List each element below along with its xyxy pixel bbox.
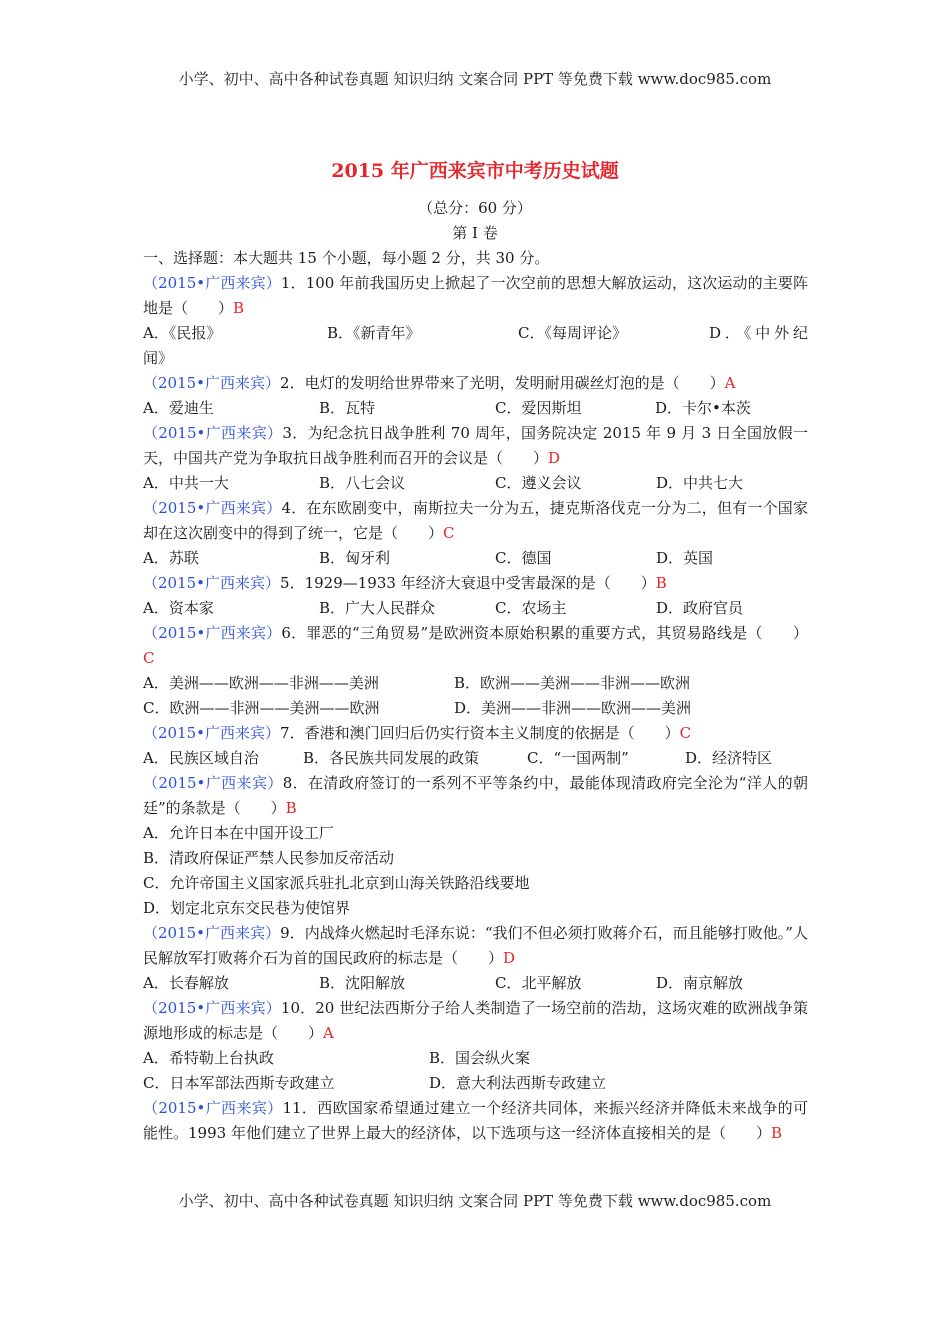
option-c: C．德国 — [495, 549, 552, 567]
question-source: （2015•广西来宾） — [143, 374, 281, 392]
answer: D — [548, 449, 561, 467]
section-heading: 一、选择题：本大题共 15 个小题，每小题 2 分，共 30 分。 — [143, 249, 550, 267]
total-score: （总分：60 分） — [418, 199, 532, 217]
option-c: C．《每周评论》 — [518, 324, 627, 342]
question-source: （2015•广西来宾） — [143, 724, 281, 742]
question-source: （2015•广西来宾） — [143, 499, 282, 517]
question-text: 2．电灯的发明给世界带来了光明，发明耐用碳丝灯泡的是（ ） — [280, 374, 725, 392]
question-text: 5．1929—1933 年经济大衰退中受害最深的是（ ） — [280, 574, 656, 592]
question-source: （2015•广西来宾） — [143, 624, 282, 642]
options — [143, 696, 808, 721]
option-a: A．《民报》 — [143, 324, 222, 342]
option-b: B．瓦特 — [319, 399, 376, 417]
question-9 — [143, 921, 808, 971]
option-d: D．经济特区 — [685, 749, 773, 767]
answer: C — [443, 524, 455, 542]
question-text: 3．为纪念抗日战争胜利 70 周年，国务院决定 2015 年 9 月 3 日全国放假一天，中国共产党为争取抗日战争胜利而召开的会议是（ ） — [143, 424, 808, 467]
options — [143, 546, 808, 571]
option-c: C．遵义会议 — [495, 474, 582, 492]
question-11 — [143, 1096, 808, 1171]
options — [143, 1046, 808, 1071]
question-text: 1．100 年前我国历史上掀起了一次空前的思想大解放运动，这次运动的主要阵地是（ ） — [143, 274, 808, 317]
option-c: C．爱因斯坦 — [495, 399, 582, 417]
option-c: C．农场主 — [495, 599, 567, 617]
option-c: C．允许帝国主义国家派兵驻扎北京到山海关铁路沿线要地 — [143, 874, 530, 892]
option-c: C．北平解放 — [495, 974, 582, 992]
option-a: A．苏联 — [143, 549, 199, 567]
volume-label: 第 I 卷 — [452, 224, 498, 242]
option-d: D．政府官员 — [656, 599, 744, 617]
option-a: A．爱迪生 — [143, 399, 214, 417]
question-6 — [143, 621, 808, 671]
question-10 — [143, 996, 808, 1046]
option-c: C．日本军部法西斯专政建立 — [143, 1074, 335, 1092]
option-a: A．允许日本在中国开设工厂 — [143, 824, 334, 842]
option-c: C．“一国两制” — [527, 749, 629, 767]
answer: B — [655, 574, 667, 592]
page-footer: 小学、初中、高中各种试卷真题 知识归纳 文案合同 PPT 等免费下载 www.doc985.com — [178, 1192, 772, 1210]
answer: D — [503, 949, 516, 967]
question-1 — [143, 271, 808, 321]
option-d: D．美洲——非洲——欧洲——美洲 — [454, 699, 692, 717]
exam-title: 2015 年广西来宾市中考历史试题 — [331, 160, 619, 182]
options — [143, 671, 808, 696]
option-d: D．英国 — [656, 549, 714, 567]
option-b: B．《新青年》 — [327, 324, 421, 342]
option-b: B．国会纵火案 — [429, 1049, 531, 1067]
answer: B — [233, 299, 245, 317]
option-a: A．民族区域自治 — [143, 749, 259, 767]
option-a: A．中共一大 — [143, 474, 229, 492]
answer: B — [770, 1124, 782, 1142]
options — [143, 1071, 808, 1096]
question-2 — [143, 371, 808, 396]
options — [143, 396, 808, 421]
options — [143, 971, 808, 996]
options — [143, 471, 808, 496]
option-b: B．沈阳解放 — [319, 974, 406, 992]
question-text: 9．内战烽火燃起时毛泽东说：“我们不但必须打败蒋介石，而且能够打败他。”人民解放军打败蒋介石为首的国民政府的标志是（ ） — [143, 924, 808, 967]
question-source: （2015•广西来宾） — [143, 574, 281, 592]
answer: B — [285, 799, 297, 817]
question-source: （2015•广西来宾） — [143, 774, 283, 792]
question-5 — [143, 571, 808, 596]
option-a: A．资本家 — [143, 599, 214, 617]
options — [143, 321, 808, 371]
question-source: （2015•广西来宾） — [143, 1099, 283, 1117]
option-d: D．中共七大 — [656, 474, 744, 492]
question-source: （2015•广西来宾） — [143, 274, 281, 292]
question-text: 7．香港和澳门回归后仍实行资本主义制度的依据是（ ） — [280, 724, 680, 742]
answer: A — [724, 374, 736, 392]
question-source: （2015•广西来宾） — [143, 424, 283, 442]
question-text: 8．在清政府签订的一系列不平等条约中，最能体现清政府完全沦为“洋人的朝廷”的条款是（ ） — [143, 774, 808, 817]
answer: C — [679, 724, 692, 742]
option-d: D．《中外纪闻》 — [143, 324, 808, 367]
page-header: 小学、初中、高中各种试卷真题 知识归纳 文案合同 PPT 等免费下载 www.doc985.com — [178, 70, 772, 88]
exam-content — [143, 246, 808, 1171]
option-c: C．欧洲——非洲——美洲——欧洲 — [143, 699, 380, 717]
question-text: 11．西欧国家希望通过建立一个经济共同体，来振兴经济并降低未来战争的可能性。1993 年他们建立了世界上最大的经济体，以下选项与这一经济体直接相关的是（ ） — [143, 1099, 808, 1142]
answer: A — [323, 1024, 334, 1042]
question-4 — [143, 496, 808, 546]
option-d: D．卡尔•本茨 — [655, 399, 751, 417]
option-d: D．南京解放 — [656, 974, 744, 992]
option-b: B．八七会议 — [319, 474, 406, 492]
options — [143, 746, 808, 771]
question-text: 6．罪恶的“三角贸易”是欧洲资本原始积累的重要方式，其贸易路线是（ ） — [281, 624, 808, 642]
option-b: B．匈牙利 — [319, 549, 391, 567]
question-3 — [143, 421, 808, 471]
option-d: D．划定北京东交民巷为使馆界 — [143, 899, 351, 917]
options — [143, 596, 808, 621]
question-7 — [143, 721, 808, 746]
question-8 — [143, 771, 808, 821]
option-b: B．广大人民群众 — [319, 599, 436, 617]
question-source: （2015•广西来宾） — [143, 924, 281, 942]
option-b: B．欧洲——美洲——非洲——欧洲 — [454, 674, 691, 692]
answer: C — [143, 649, 155, 667]
option-d: D．意大利法西斯专政建立 — [429, 1074, 607, 1092]
option-b: B．各民族共同发展的政策 — [303, 749, 480, 767]
option-a: A．希特勒上台执政 — [143, 1049, 274, 1067]
question-source: （2015•广西来宾） — [143, 999, 281, 1017]
question-text: 4．在东欧剧变中，南斯拉夫一分为五，捷克斯洛伐克一分为二，但有一个国家却在这次剧变中的得到了统一，它是（ ） — [143, 499, 808, 542]
option-a: A．美洲——欧洲——非洲——美洲 — [143, 674, 379, 692]
option-b: B．清政府保证严禁人民参加反帝活动 — [143, 849, 395, 867]
option-a: A．长春解放 — [143, 974, 229, 992]
question-text: 10．20 世纪法西斯分子给人类制造了一场空前的浩劫，这场灾难的欧洲战争策源地形成的标志是（ ） — [143, 999, 808, 1042]
